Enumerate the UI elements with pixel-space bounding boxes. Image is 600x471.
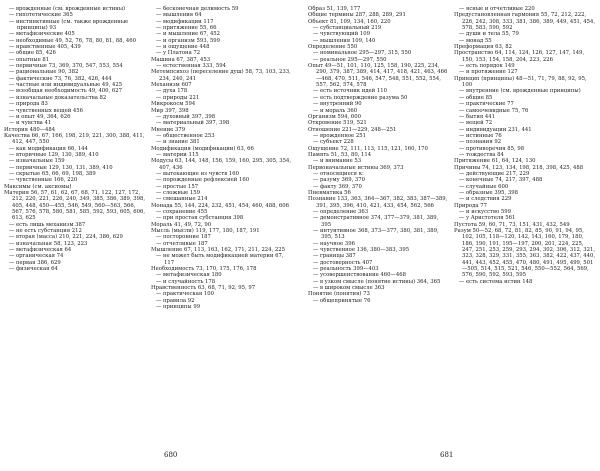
index-subentry: — научное 396 [313,240,355,247]
index-subentry: — гипотетические 365 [9,12,73,19]
index-subentry: — притяжение 55, 66 [156,25,217,32]
index-subentry: — внутренний 90 [313,101,362,108]
index-subentry: — изначальные 159 [9,158,65,165]
index-subentry: — чувственных вещей 456 [9,107,84,114]
index-subentry: — вторая (масса) 210, 221, 224, 386, 629 [9,234,123,241]
index-subentry: — и организм 593, 599 [156,37,221,44]
index-subentry: — и следствия 229 [459,196,512,203]
index-subentry: — есть источник идей 110 [313,88,388,95]
index-subentry: — природы 221 [156,94,200,101]
index-subentry: — простые 157 [156,183,199,190]
index-subentry: — опытные 81 [9,56,50,63]
index-subentry: — ясные и отчетливые 220 [459,6,535,12]
index-entry: Мысль (мысли) 119, 177, 180, 187, 191 [151,228,260,235]
index-entry: Преформация 63, 82 [454,44,512,51]
index-entry: Объект 81, 109, 134, 160, 220 [308,18,391,25]
index-subentry: — первичные 129, 130, 131, 389, 410 [9,164,113,171]
index-entry: Разум 50—52, 68, 72, 81, 82, 85, 90, 91, 94, 95, 102, 105, 118—120, 142, 143, 160, 179, 180, 186, 190, 191, 195—197, 200, 201, 224, 225, 247, 251, 253, 259, 293, 294, 302, 306, 312, 321, 323, 328, 329, 331, 355, 363, 382, 422, 437, 440, 441, 443, 452, 455, 470, 480, 491, 495, 499, 501—505, 514, 515, 521, 546, 550—552, 564, 569, 576, 590, 592, 593, 595 [454,228,596,279]
index-subentry: — реальность 399—403 [313,266,379,273]
index-entry: Опыт 49—51, 101, 110, 125, 158, 190, 225, 234, 290, 379, 387, 389, 414, 417, 418, 421, 463, 466—468, 470, 511, 546, 547, 548, 551, 552, 554, 557, 562, 574, 578 [308,63,448,89]
index-subentry: — внутренние (см. врожденные принципы) [459,88,581,95]
index-subentry: — посторонние 187 [156,234,211,241]
index-subentry: — есть система истин 148 [459,278,533,285]
index-subentry: — и мышление 67, 452 [156,31,221,38]
index-subentry: — бесконечная делимость 59 [156,6,239,12]
index-subentry: — естественная 333, 594 [156,63,226,70]
index-subentry: — и опыт 49, 364, 626 [9,113,71,120]
index-column-left-b [151,6,293,311]
index-subentry: — сохранение 455 [156,209,208,215]
index-subentry: — и протяжение 127 [459,69,518,76]
index-subentry: — в широком смысле 363 [313,285,385,292]
index-subentry: — изначальные доказательства 82 [9,94,107,101]
index-entry: Необходимость 73, 170, 175, 176, 178 [151,266,257,273]
index-subentry: — конечные 74, 217, 397, 488 [459,177,543,184]
index-subentry: — смешанные 214 [156,196,208,203]
index-subentry: — врожденное 251 [313,132,366,139]
index-subentry: — есть порядок 149 [459,63,515,70]
index-entry: Микрокосм 594 [151,101,196,108]
index-subentry: — тождества 84 [459,151,504,158]
index-column-right-a [308,6,450,304]
index-entry: Принцип (принципы) 48—51, 71, 79, 88, 92, 95, 100 [454,75,587,89]
index-subentry: — интуитивное 368, 373—377, 380, 381, 389, 395, 513 [313,228,439,241]
index-entry: Монада 55, 144, 224, 232, 451, 454, 460, 488, 606 [151,202,289,209]
index-entry: Максимы (см. аксиомы) [4,183,72,190]
index-subentry: — материи 115 [156,151,199,158]
index-entry: Понятие (понятия) 73 [308,291,370,298]
page-number-right: 681 [440,451,454,459]
index-subentry: — практическая 100 [156,291,215,298]
index-subentry: — противоречия 85, 98 [459,145,525,152]
index-subentry: — познания 92 [459,139,502,146]
index-subentry: — достоверность 407 [313,259,373,266]
index-entry: Откровение 519, 521 [308,120,367,127]
index-subentry: — факту 369, 370 [313,183,362,190]
index-subentry: — и чувства 41 [9,120,52,127]
index-subentry: — сложные 159 [156,189,201,196]
index-subentry: — и искусство 599 [459,209,511,215]
index-subentry: — и знание 381 [156,139,200,146]
index-entry: Машина 67, 387, 453 [151,56,211,63]
index-subentry: — есть подтверждение разума 50 [313,94,408,101]
index-entry: Модусы 63, 144, 148, 156, 159, 160, 295, 305, 354, 407, 436 [151,158,292,171]
index-entry: Определение 550 [308,44,358,51]
index-entry: Материя 56, 57, 61, 62, 67, 68, 71, 122, 127, 172, 212, 220, 221, 226, 240, 349, 385, 386, 389, 398, 405, 448, 450—455, 546, 549, 560—563, 566, 567, 576, 578, 580, 581, 585, 592, 593, 605, 606, 613, 625 [4,189,146,222]
index-subentry: — субстанциальный 219 [313,25,382,32]
index-subentry: — определение 363 [313,209,369,215]
index-subentry: — правила 92 [156,297,195,304]
index-entry: Первоначальные истины 369, 373 [308,164,404,171]
index-subentry: — духа 178 [156,88,188,95]
index-entry: Пространство 64, 114, 124, 126, 127, 147, 149, 150, 153, 154, 158, 204, 223, 226 [454,50,585,63]
index-subentry: — границы 387 [313,253,356,260]
index-subentry: — вытекающие из чувств 160 [156,170,239,177]
index-entry: Причины 74, 123, 134, 198, 218, 398, 425, 488 [454,164,584,171]
index-column-left-a [4,6,146,272]
index-subentry: — природа 83 [9,101,48,108]
index-subentry: — физическая 64 [9,266,58,273]
index-entry: Пневматика 56 [308,189,351,196]
index-subentry: — демонстративное 374, 377—379, 381, 389, 395 [313,215,439,228]
index-subentry: — метафизические 405 [9,31,75,38]
index-entry: Предустановленная гармония 55, 72, 212, 222, 226, 242, 308, 333, 381, 386, 389, 449, 451, 454, 578, 583, 590, 592 [454,12,596,32]
index-subentry: — при простая субстанция 398 [156,215,244,222]
index-subentry: — практические 77 [459,101,514,108]
index-entry: Организм 594, 600 [308,113,362,120]
index-subentry: — всеобщая необходимость 49, 400, 627 [9,88,123,95]
index-entry: Модификация (модификации) 63, 66 [151,145,254,152]
index-subentry: — первая 386, 629 [9,259,61,266]
index-subentry: — вещей 72 [459,120,493,127]
index-subentry: — рациональные 90, 382 [9,69,79,76]
index-subentry: — как модификация 66, 144 [9,145,88,152]
index-subentry: — номинальное 295—297, 315, 550 [313,50,412,57]
index-entry: История 480—484 [4,126,56,133]
index-subentry: — относящиеся к: [313,170,364,177]
index-subentry: — врожденные (см. врожденные истины) [9,6,126,12]
index-subentry: — самоочевидные 75, 76 [459,107,529,114]
right-page [300,0,600,471]
index-subentry: — в узком смысле (понятие истины) 364, 365 [313,278,441,285]
index-subentry: — материальный 397, 398 [156,120,230,127]
index-subentry: — у Аристотеля 561 [459,215,516,222]
index-subentry: — мышления 109, 140 [313,37,376,44]
index-entry: Мир 397, 398 [151,107,189,114]
index-subentry: — истинные 76 [459,132,502,139]
index-entry: Мышление 67, 113, 163, 162, 171, 211, 224, 225 [151,247,286,254]
index-subentry: — изначальная 58, 123, 223 [9,240,88,247]
index-subentry: — модификации 117 [156,18,214,25]
index-subentry: — чувствующий 109 [313,31,370,38]
index-subentry: — не есть субстанция 212 [9,228,82,235]
index-subentry: — бытия 441 [459,113,495,120]
index-subentry: — общие 85, 426 [9,50,56,57]
index-entry: Отношение 221—229, 248—251 [308,126,397,133]
index-subentry: — чувственное 136, 380—383, 395 [313,247,410,254]
index-subentry: — усовершенствование 460—468 [313,272,406,279]
index-subentry: — и ощущение 448 [156,44,210,51]
index-entry: Природа 77 [454,202,487,209]
index-subentry: — и мораль 360 [313,107,358,114]
index-subentry: — метафизическая 180 [156,272,222,279]
index-subentry: — и случайность 178 [156,278,216,285]
index-subentry: — инстинктивные (см. также врожденные принципы) 93 [9,18,129,32]
index-entry: Притяжение 61, 64, 124, 130 [454,158,536,165]
index-subentry: — общие 85 [459,94,493,101]
index-subentry: — образные 395, 398 [459,189,518,196]
index-subentry: — метафизическая 64 [9,247,72,254]
index-subentry: — скрытые 65, 66, 69, 198, 389 [9,170,96,177]
index-subentry: — отчетливые 187 [156,240,208,247]
index-entry: Образ 51, 139, 177 [308,6,361,12]
index-subentry: — и внимание 53 [313,158,362,165]
index-subentry: — есть лишь механизм 387 [9,221,86,228]
index-column-right-b [454,6,596,285]
index-entry: Мнение 379 [151,126,186,133]
index-subentry: — не может быть модификацией материи 67, 117 [156,253,284,266]
index-entry: Познание 133, 363, 364—367, 382, 383, 387—389, 391, 395, 396, 410, 421, 433, 454, 562, 566 [308,196,448,209]
index-subentry: — вторичные 129, 130, 389, 410 [9,151,99,158]
index-entry: Нравственность 63, 68, 71, 92, 95, 97 [151,285,256,292]
index-subentry: — духовный 397, 398 [156,113,216,120]
index-subentry: — разуму 369, 370 [313,177,366,184]
index-entry: Метемпсихоз (переселение душ) 58, 73, 103, 233, 234, 240, 241 [151,69,291,82]
index-subentry: — нравственные 405, 439 [9,44,81,51]
index-subentry: — общепринятые 76 [313,297,371,304]
index-entry: Пустота 59, 60, 71, 73, 151, 431, 432, 549 [454,221,570,228]
index-subentry: — реальное 295—297, 550 [313,56,387,63]
index-entry: Память 51, 53, 80, 114 [308,151,372,158]
index-subentry: — души и тела 55, 79 [459,31,519,38]
index-subentry: — случайные 600 [459,183,509,190]
index-entry: Ощущение 72, 111, 113, 115, 121, 160, 170 [308,145,428,152]
index-subentry: — частные или индивидуальные 49, 425 [9,82,123,89]
index-subentry: — общественное 253 [156,132,215,139]
index-entry: Качества 66, 67, 166, 198, 219, 221, 300, 388, 411, 412, 447, 550 [4,132,145,146]
index-entry: Мораль 41, 49, 72, 90 [151,221,212,228]
index-subentry: — индивидуации 231, 441 [459,126,532,133]
index-subentry: — монад 55 [459,37,492,44]
index-entry: Механизм 607 [151,82,192,89]
index-subentry: — чувственные 166, 220 [9,177,78,184]
index-subentry: — органическая 74 [9,253,64,260]
index-subentry: — мышления 64 [156,12,202,19]
index-subentry: — порожденные рефлексией 160 [156,177,250,184]
index-subentry: — фактические 73, 76, 382, 426, 444 [9,75,112,82]
page-number-left: 680 [164,451,178,459]
index-subentry: — принципы 99 [156,304,201,311]
index-subentry: — субъект 228 [313,139,354,146]
index-subentry: — первичные 73, 369, 370, 547, 553, 554 [9,63,123,70]
index-subentry: — действующие 217, 229 [459,170,530,177]
index-subentry: — у Платона 72 [156,50,201,57]
index-entry: Общие термины 287, 288, 289, 291 [308,12,406,19]
index-subentry: — необходимые 49, 52, 76, 78, 80, 81, 88, 460 [9,37,137,44]
